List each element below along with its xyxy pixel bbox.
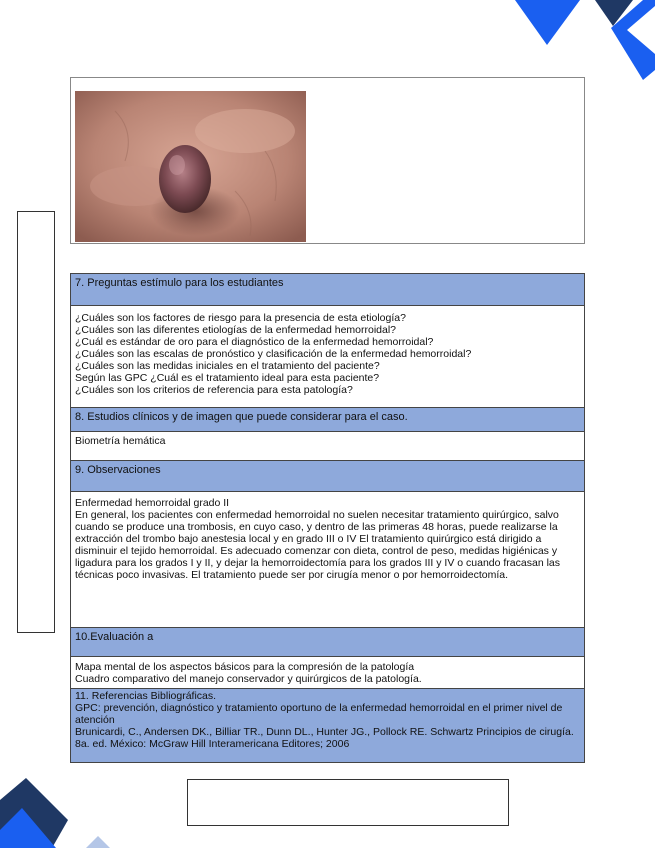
observation-line: Enfermedad hemorroidal grado II bbox=[75, 497, 230, 509]
case-table bbox=[70, 273, 585, 763]
evaluation-line: Cuadro comparativo del manejo conservador y quirúrgicos de la patología. bbox=[75, 673, 422, 685]
image-frame bbox=[70, 77, 585, 244]
question-line: Según las GPC ¿Cuál es el tratamiento ideal para esta paciente? bbox=[75, 372, 380, 384]
reference-line: Brunicardi, C., Andersen DK., Billiar TR., Dunn DL., Hunter JG., Pollock RE. Schwartz Principios de cirugía. 8a. ed. México: McGraw Hill Interamericana Editores; 2006 bbox=[75, 726, 574, 750]
section-8-body bbox=[71, 432, 584, 461]
bottom-left-decoration bbox=[0, 778, 110, 848]
top-right-decoration bbox=[515, 0, 655, 80]
question-line: ¿Cuáles son las medidas iniciales en el tratamiento del paciente? bbox=[75, 360, 380, 372]
bottom-box bbox=[187, 779, 509, 826]
evaluation-line: Mapa mental de los aspectos básicos para la compresión de la patología bbox=[75, 661, 415, 673]
section-7-header: 7. Preguntas estímulo para los estudiantes bbox=[71, 274, 584, 306]
reference-line: GPC: prevención, diagnóstico y tratamiento oportuno de la enfermedad hemorroidal en el primer nivel de atención bbox=[75, 702, 563, 726]
question-line: ¿Cuáles son los criterios de referencia para esta patología? bbox=[75, 384, 353, 396]
section-9-body bbox=[71, 492, 584, 628]
section-7-body bbox=[71, 306, 584, 408]
references-section bbox=[71, 689, 584, 762]
section-10-header: 10.Evaluación a bbox=[71, 628, 584, 657]
references-header: 11. Referencias Bibliográficas. bbox=[75, 690, 217, 702]
section-9-header: 9. Observaciones bbox=[71, 461, 584, 492]
study-line: Biometría hemática bbox=[75, 435, 166, 447]
question-line: ¿Cuáles son las diferentes etiologías de la enfermedad hemorroidal? bbox=[75, 324, 397, 336]
clinical-photo bbox=[75, 91, 306, 242]
question-line: ¿Cuál es estándar de oro para el diagnóstico de la enfermedad hemorroidal? bbox=[75, 336, 434, 348]
side-box bbox=[17, 211, 55, 633]
question-line: ¿Cuáles son las escalas de pronóstico y clasificación de la enfermedad hemorroidal? bbox=[75, 348, 472, 360]
section-10-body bbox=[71, 657, 584, 689]
section-8-header: 8. Estudios clínicos y de imagen que puede considerar para el caso. bbox=[71, 408, 584, 432]
observation-line: En general, los pacientes con enfermedad hemorroidal no suelen necesitar tratamiento quirúrgico, salvo cuando se produce una trombosis, en cuyo caso, y dentro de las primeras 48 horas, puede realizarse la extracción del trombo bajo anestesia local y en grado III o IV El tratamiento quirúrgico está dirigido a disminuir el tejido hemorroidal. Es adecuado comenzar con dieta, control de peso, medidas higiénicas y ligadura para los grados I y II, y dejar la hemorroidectomía para los grados III y IV o cuando fracasan las técnicas poco invasivas. El tratamiento puede ser por cirugía menor o por hemorroidectomía. bbox=[75, 509, 561, 581]
question-line: ¿Cuáles son los factores de riesgo para la presencia de esta etiología? bbox=[75, 312, 406, 324]
